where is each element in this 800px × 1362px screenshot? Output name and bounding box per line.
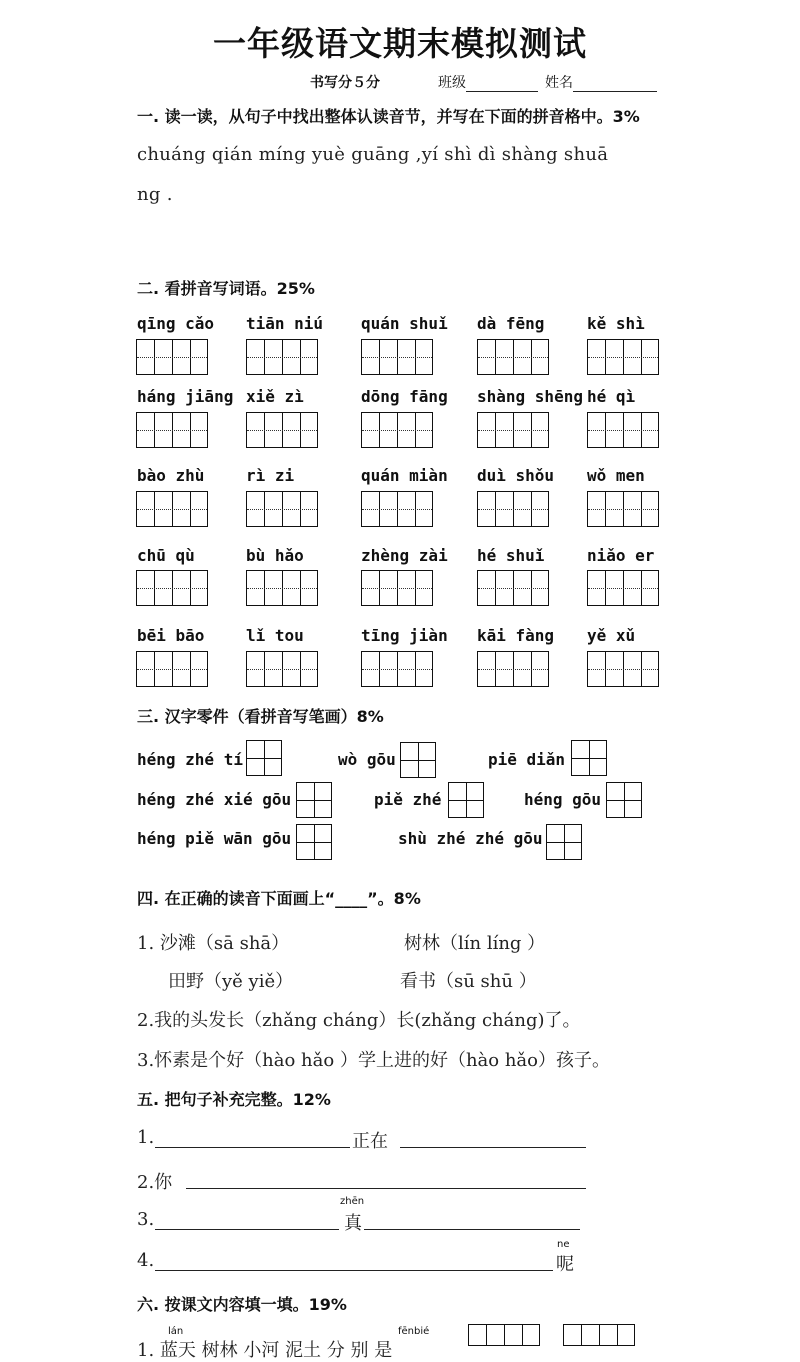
stroke-pinyin: shù zhé zhé gōu: [398, 829, 543, 848]
word-writing-grid[interactable]: [246, 570, 318, 606]
stroke-answer-box[interactable]: [296, 782, 332, 818]
sentence-1-word: 正在: [352, 1131, 388, 1152]
word-writing-grid[interactable]: [477, 651, 549, 687]
reading-question-3: 3.怀素是个好（hào hǎo ）学上进的好（hào hǎo）孩子。: [137, 1050, 610, 1071]
stroke-answer-box[interactable]: [296, 824, 332, 860]
word-pinyin: shàng shēng: [477, 387, 583, 406]
word-pinyin: dōng fāng: [361, 387, 448, 406]
stroke-pinyin: piē diǎn: [488, 750, 566, 769]
word-pinyin: bào zhù: [137, 466, 205, 485]
word-pinyin: duì shǒu: [477, 466, 555, 485]
sentence-3-number: 3.: [137, 1209, 155, 1230]
sentence-4-pinyin: ne: [557, 1239, 570, 1250]
word-pinyin: bēi bāo: [137, 626, 205, 645]
stroke-answer-box[interactable]: [571, 740, 607, 776]
word-pinyin: zhèng zài: [361, 546, 448, 565]
section-6-line-1: 1. 蓝天 树林 小河 泥土 分 别 是: [137, 1340, 393, 1361]
word-pinyin: qīng cǎo: [137, 314, 215, 333]
word-pinyin: tīng jiàn: [361, 626, 448, 645]
stroke-pinyin: héng zhé xié gōu: [137, 790, 292, 809]
sentence-3-pinyin: zhēn: [340, 1196, 365, 1207]
section-1-heading: 一. 读一读，从句子中找出整体认读音节，并写在下面的拼音格中。3%: [137, 107, 640, 126]
stroke-answer-box[interactable]: [546, 824, 582, 860]
reading-question-1b: 树林（lín líng ）: [404, 933, 546, 954]
word-writing-grid[interactable]: [136, 651, 208, 687]
word-pinyin: lǐ tou: [246, 626, 304, 645]
stroke-answer-box[interactable]: [448, 782, 484, 818]
section-1-pinyin-line-1: chuáng qián míng yuè guāng ,yí shì dì shàng shuā: [137, 144, 609, 165]
word-writing-grid[interactable]: [361, 491, 433, 527]
section-6-heading: 六. 按课文内容填一填。19%: [137, 1295, 347, 1314]
stroke-answer-box[interactable]: [606, 782, 642, 818]
word-writing-grid[interactable]: [246, 651, 318, 687]
stroke-answer-box[interactable]: [400, 742, 436, 778]
sentence-2-start: 2.你: [137, 1172, 173, 1193]
word-writing-grid[interactable]: [136, 570, 208, 606]
stroke-pinyin: héng gōu: [524, 790, 602, 809]
word-writing-grid[interactable]: [136, 339, 208, 375]
stroke-pinyin: piě zhé: [374, 790, 442, 809]
word-pinyin: hé qì: [587, 387, 636, 406]
class-field[interactable]: [438, 72, 538, 92]
stroke-pinyin: wò gōu: [338, 750, 396, 769]
stroke-pinyin: héng piě wān gōu: [137, 829, 292, 848]
word-pinyin: niǎo er: [587, 546, 655, 565]
word-writing-grid[interactable]: [587, 412, 659, 448]
word-writing-grid[interactable]: [246, 412, 318, 448]
word-writing-grid[interactable]: [246, 491, 318, 527]
word-writing-grid[interactable]: [587, 570, 659, 606]
section-3-heading: 三. 汉字零件（看拼音写笔画）8%: [137, 707, 384, 726]
word-pinyin: tiān niú: [246, 314, 324, 333]
reading-question-1c: 田野（yě yiě）: [168, 971, 294, 992]
name-field[interactable]: [545, 72, 657, 92]
word-pinyin: dà fēng: [477, 314, 545, 333]
word-pinyin: rì zi: [246, 466, 295, 485]
word-writing-grid[interactable]: [361, 412, 433, 448]
sentence-3-word: 真: [344, 1213, 362, 1234]
word-writing-grid[interactable]: [477, 412, 549, 448]
sentence-1-blank-b[interactable]: [400, 1147, 586, 1148]
word-pinyin: wǒ men: [587, 466, 645, 485]
reading-question-1d: 看书（sū shū ）: [400, 971, 537, 992]
reading-question-2: 2.我的头发长（zhǎng cháng）长(zhǎng cháng)了。: [137, 1010, 581, 1031]
word-writing-grid[interactable]: [587, 491, 659, 527]
name-label: 姓名: [545, 75, 573, 91]
word-writing-grid[interactable]: [477, 491, 549, 527]
word-pinyin: háng jiāng: [137, 387, 234, 406]
word-pinyin: kě shì: [587, 314, 645, 333]
word-writing-grid[interactable]: [361, 651, 433, 687]
section-4-heading: 四. 在正确的读音下面画上“____”。8%: [137, 889, 421, 908]
word-pinyin: kāi fàng: [477, 626, 555, 645]
reading-question-1a: 1. 沙滩（sā shā）: [137, 933, 290, 954]
stroke-pinyin: héng zhé tí: [137, 750, 243, 769]
sentence-4-word: 呢: [556, 1254, 574, 1275]
word-writing-grid[interactable]: [477, 339, 549, 375]
sentence-1-blank-a[interactable]: [155, 1147, 350, 1148]
section-6-pinyin-fenbie: fēnbié: [398, 1326, 430, 1337]
section-6-answer-grid[interactable]: [468, 1324, 540, 1346]
sentence-4-number: 4.: [137, 1250, 155, 1271]
writing-score-label: 书写分５分: [310, 75, 380, 91]
sentence-2-blank[interactable]: [186, 1188, 586, 1189]
class-label: 班级: [438, 75, 466, 91]
word-writing-grid[interactable]: [136, 491, 208, 527]
word-pinyin: quán miàn: [361, 466, 448, 485]
word-writing-grid[interactable]: [246, 339, 318, 375]
section-5-heading: 五. 把句子补充完整。12%: [137, 1090, 331, 1109]
word-pinyin: chū qù: [137, 546, 195, 565]
section-6-answer-grid[interactable]: [563, 1324, 635, 1346]
word-pinyin: bù hǎo: [246, 546, 304, 565]
word-writing-grid[interactable]: [361, 339, 433, 375]
sentence-3-blank-a[interactable]: [155, 1229, 339, 1230]
word-writing-grid[interactable]: [136, 412, 208, 448]
word-pinyin: xiě zì: [246, 387, 304, 406]
section-2-heading: 二. 看拼音写词语。25%: [137, 279, 315, 298]
word-pinyin: quán shuǐ: [361, 314, 448, 333]
section-1-pinyin-line-2: ng .: [137, 184, 173, 205]
word-pinyin: yě xǔ: [587, 626, 636, 645]
stroke-answer-box[interactable]: [246, 740, 282, 776]
sentence-1-number: 1.: [137, 1127, 155, 1148]
sentence-4-blank[interactable]: [155, 1270, 553, 1271]
word-writing-grid[interactable]: [361, 570, 433, 606]
sentence-3-blank-b[interactable]: [364, 1229, 580, 1230]
word-writing-grid[interactable]: [587, 339, 659, 375]
page-title: 一年级语文期末模拟测试: [213, 24, 587, 63]
word-writing-grid[interactable]: [587, 651, 659, 687]
word-writing-grid[interactable]: [477, 570, 549, 606]
word-pinyin: hé shuǐ: [477, 546, 545, 565]
section-6-pinyin-lan: lán: [168, 1326, 184, 1337]
